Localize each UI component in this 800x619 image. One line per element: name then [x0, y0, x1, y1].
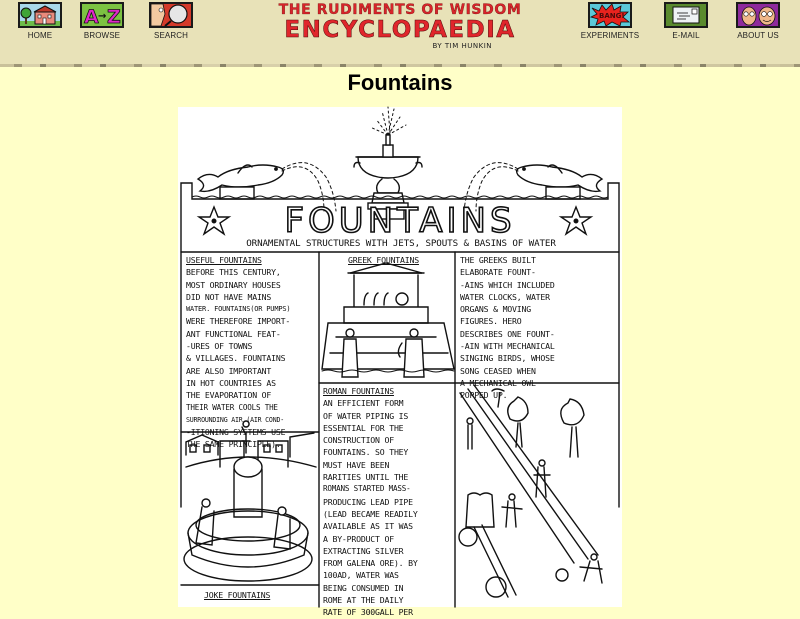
magnifier-icon — [149, 2, 193, 28]
text-line: IN HOT COUNTRIES AS — [186, 377, 276, 388]
joke-fountains-heading-box — [204, 589, 314, 601]
fountains-illustration — [178, 107, 622, 618]
text-line: -AINS WHICH INCLUDED — [460, 279, 555, 290]
roman-fountains-heading: ROMAN FOUNTAINS — [323, 386, 394, 396]
text-line: FOUNTAINS. SO THEY — [323, 447, 409, 458]
text-line: -AIN WITH MECHANICAL — [460, 341, 555, 352]
nav-about-us[interactable] — [728, 2, 788, 40]
text-line: ROMANS STARTED MASS- — [323, 484, 411, 494]
header-divider — [0, 64, 800, 67]
text-line: THEIR WATER COOLS THE — [186, 402, 278, 412]
nav-search[interactable] — [141, 2, 201, 40]
text-line: MOST ORDINARY HOUSES — [186, 279, 281, 290]
nav-browse[interactable] — [72, 2, 132, 40]
svg-text:BANG!: BANG! — [599, 12, 625, 20]
page-title: Fountains — [347, 70, 453, 95]
text-line: SONG CEASED WHEN — [460, 365, 536, 376]
poster-title: FOUNTAINS — [284, 201, 516, 241]
envelope-icon — [664, 2, 708, 28]
text-line: BEFORE THIS CENTURY, — [186, 267, 281, 278]
nav-experiments[interactable] — [580, 2, 640, 40]
text-line: DESCRIBES ONE FOUNT- — [460, 328, 555, 339]
svg-text:Z: Z — [107, 6, 121, 28]
text-line: -ITIONING SYSTEMS USE — [186, 427, 286, 438]
text-line: PRODUCING LEAD PIPE — [323, 496, 413, 507]
text-line: BEING CONSUMED IN — [323, 582, 404, 593]
bang-icon — [588, 2, 632, 28]
text-line: ELABORATE FOUNT- — [460, 267, 536, 278]
nav-email[interactable] — [656, 2, 716, 40]
joke-fountains-heading: JOKE FOUNTAINS — [204, 590, 271, 600]
greek-fountains-text — [460, 254, 620, 402]
svg-text:→: → — [98, 11, 107, 22]
text-line: THE GREEKS BUILT — [460, 255, 536, 265]
nav-browse-label: BROWSE — [83, 31, 121, 40]
text-line: THE EVAPORATION OF — [186, 390, 272, 401]
roman-fountains-text — [323, 385, 455, 619]
text-line: AVAILABLE AS IT WAS — [323, 521, 413, 532]
text-line: WATER. FOUNTAINS(OR PUMPS) — [186, 305, 291, 314]
text-line: EXTRACTING SILVER — [323, 545, 404, 556]
text-line: DID NOT HAVE MAINS — [186, 291, 272, 302]
text-line: RARITIES UNTIL THE — [323, 472, 409, 483]
text-line: AN EFFICIENT FORM — [323, 398, 404, 409]
svg-text:A: A — [84, 6, 99, 28]
logo-line2: ENCYCLOPAEDIA — [284, 17, 516, 43]
text-line: (LEAD BECAME READILY — [323, 508, 418, 519]
a-to-z-icon — [80, 2, 124, 28]
useful-fountains-text — [186, 254, 318, 451]
text-line: ORGANS & MOVING — [460, 304, 531, 315]
text-line: THE SAME PRINCIPLE). — [186, 439, 281, 450]
greek-fountains-heading-box — [348, 254, 448, 266]
text-line: OF WATER PIPING IS — [323, 410, 409, 421]
text-line: ESSENTIAL FOR THE — [323, 422, 404, 433]
faces-icon — [736, 2, 780, 28]
text-line: FROM GALENA ORE). BY — [323, 558, 418, 569]
text-line: A BY-PRODUCT OF — [323, 533, 394, 544]
poster-subtitle: ORNAMENTAL STRUCTURES WITH JETS, SPOUTS & BASINS OF WATER — [246, 238, 556, 249]
home-icon — [18, 2, 62, 28]
text-line: ARE ALSO IMPORTANT — [186, 365, 272, 376]
text-line: CONSTRUCTION OF — [323, 435, 394, 446]
text-line: WATER CLOCKS, WATER — [460, 291, 550, 302]
text-line: POPPED UP. — [460, 390, 508, 401]
text-line: SINGING BIRDS, WHOSE — [460, 353, 555, 364]
nav-experiments-label: EXPERIMENTS — [580, 31, 640, 40]
nav-home[interactable] — [10, 2, 70, 40]
site-header — [0, 0, 800, 66]
useful-fountains-heading: USEFUL FOUNTAINS — [186, 255, 262, 265]
nav-search-label: SEARCH — [154, 31, 188, 40]
nav-email-label: E-MAIL — [672, 31, 700, 40]
text-line: A MECHANICAL OWL — [460, 377, 536, 388]
nav-about-us-label: ABOUT US — [737, 31, 779, 40]
text-line: MUST HAVE BEEN — [323, 459, 390, 470]
greek-fountains-heading: GREEK FOUNTAINS — [348, 255, 419, 265]
text-line: SURROUNDING AIR (AIR COND- — [186, 415, 285, 424]
logo-line1: THE RUDIMENTS OF WISDOM — [278, 2, 522, 18]
text-line: & VILLAGES. FOUNTAINS — [186, 353, 286, 364]
text-line: WERE THEREFORE IMPORT- — [186, 316, 291, 327]
logo-byline: BY TIM HUNKIN — [432, 42, 492, 50]
text-line: ANT FUNCTIONAL FEAT- — [186, 328, 281, 339]
nav-home-label: HOME — [27, 31, 53, 40]
text-line: ROME AT THE DAILY — [323, 595, 404, 606]
text-line: FIGURES. HERO — [460, 316, 522, 327]
text-line: -URES OF TOWNS — [186, 341, 253, 352]
site-logo[interactable] — [270, 0, 530, 60]
text-line: 100AD, WATER WAS — [323, 570, 399, 581]
text-line: RATE OF 300GALL PER — [323, 607, 413, 618]
